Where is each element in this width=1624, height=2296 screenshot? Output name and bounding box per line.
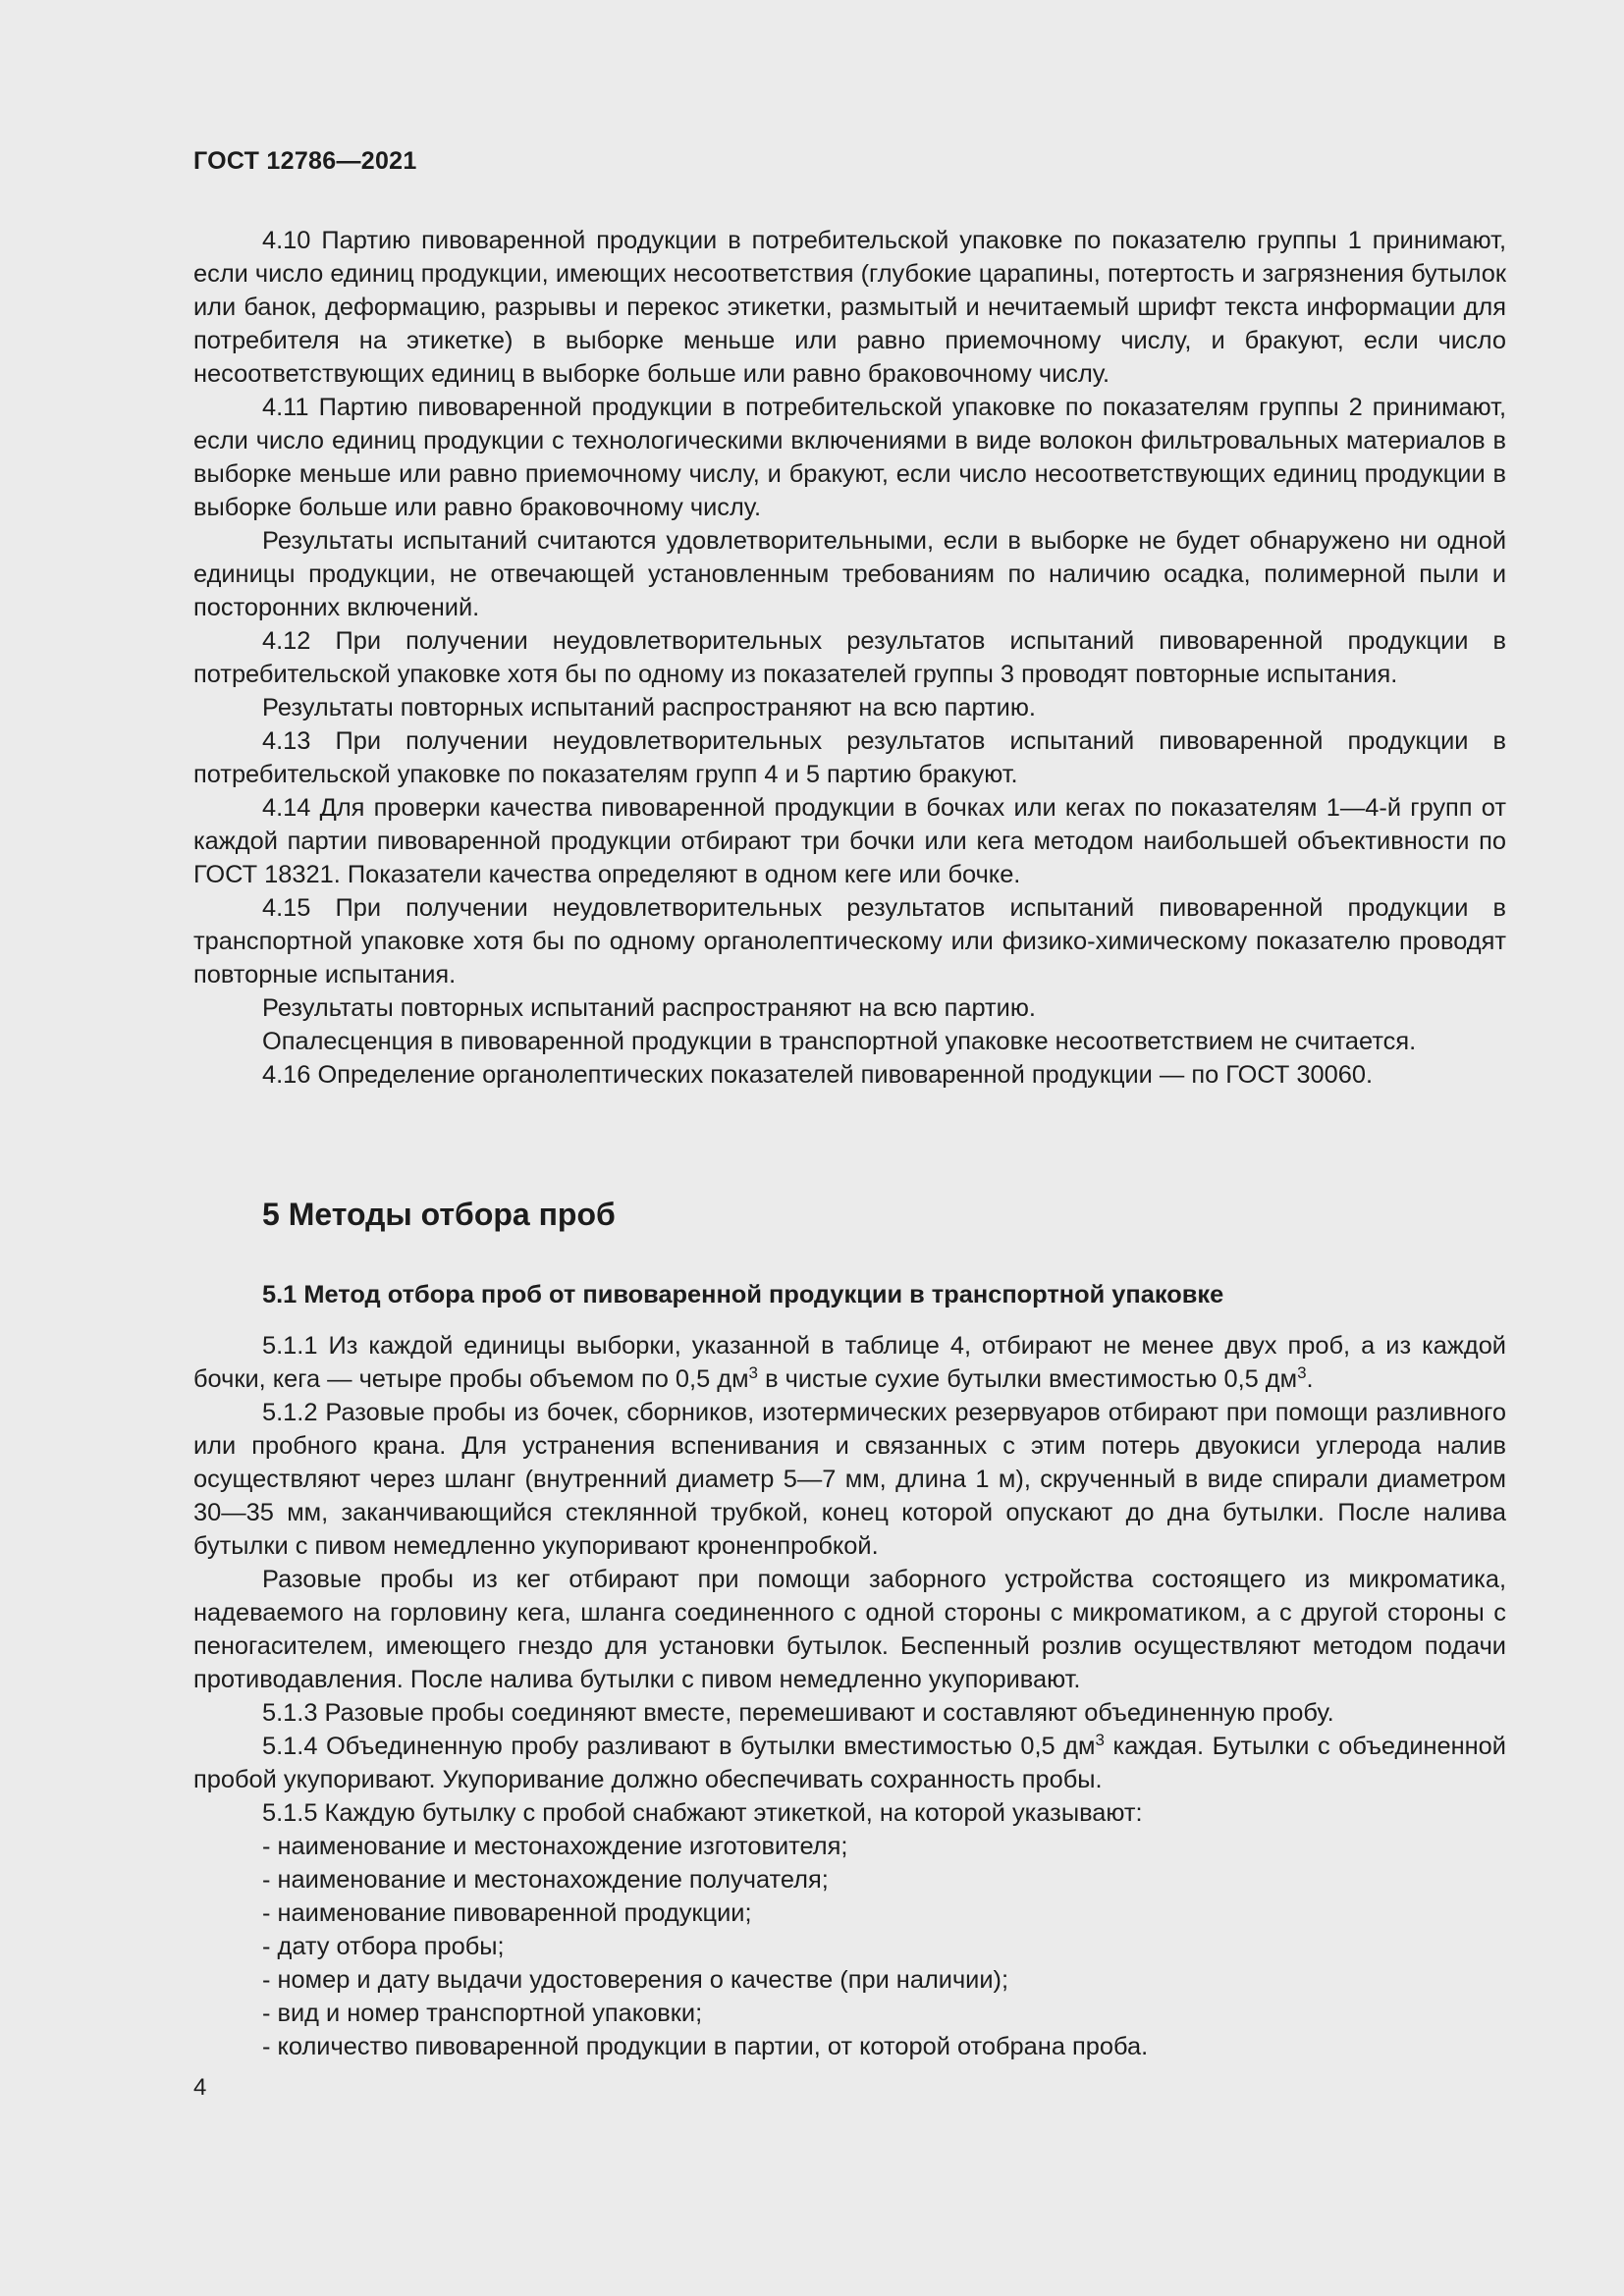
paragraph-5-1-2-kegs: Разовые пробы из кег отбирают при помощи заборного устройства состоящего из микроматика, надеваемого на горловину кега, шланга соединенного с одной стороны с микроматиком, а с другой стороны с пеногасителем, имеющего гнездо для установки бутылок. Беспенный розлив осуществляют методом подачи противодавления. После налива бутылки с пивом немедленно укупоривают. [193,1566,1506,1693]
paragraph-5-1-3: 5.1.3 Разовые пробы соединяют вместе, перемешивают и составляют объединенную пробу. [262,1699,1334,1727]
paragraph-4-15-results: Результаты повторных испытаний распространяют на всю партию. [262,994,1036,1022]
paragraph-4-10: 4.10 Партию пивоваренной продукции в потребительской упаковке по показателю группы 1 принимают, если число единиц продукции, имеющих несоответствия (глубокие царапины, потертость и загрязнения бутылок или банок, деформацию, разрывы и перекос этикетки, размытый и нечитаемый шрифт текста информации для потребителя на этикетке) в выборке меньше или равно приемочному числу, и бракуют, если число несоответствующих единиц в выборке больше или равно браковочному числу. [193,227,1506,388]
list-item: - наименование пивоваренной продукции; [262,1899,752,1927]
paragraph-5-1-4: 5.1.4 Объединенную пробу разливают в бутылки вместимостью 0,5 $дм^3$ каждая. Бутылки с объединенной пробой укупоривают. Укупоривание должно обеспечивать сохранность пробы. [193,1731,1506,1793]
paragraph-5-1-5: 5.1.5 Каждую бутылку с пробой снабжают этикеткой, на которой указывают: [262,1799,1143,1827]
superscript-3: 3 [1095,1731,1105,1749]
section-4-body [193,224,1506,1092]
label-requirements-list [193,1830,1506,2063]
list-item: - вид и номер транспортной упаковки; [262,2000,703,2027]
superscript-3: 3 [1297,1363,1307,1382]
paragraph-4-15: 4.15 При получении неудовлетворительных результатов испытаний пивоваренной продукции в транспортной упаковке хотя бы по одному органолептическому или физико-химическому показателю проводят повторные испытания. [193,894,1506,988]
list-item: - наименование и местонахождение получателя; [262,1866,829,1894]
list-item: - наименование и местонахождение изготовителя; [262,1833,848,1860]
superscript-3: 3 [748,1363,759,1382]
list-item: - номер и дату выдачи удостоверения о качестве (при наличии); [262,1966,1009,1994]
paragraph-4-12: 4.12 При получении неудовлетворительных результатов испытаний пивоваренной продукции в потребительской упаковке хотя бы по одному из показателей группы 3 проводят повторные испытания. [193,627,1506,688]
section-5-heading: 5 Методы отбора проб [262,1197,616,1232]
paragraph-4-11: 4.11 Партию пивоваренной продукции в потребительской упаковке по показателям группы 2 принимают, если число единиц продукции с технологическими включениями в виде волокон фильтровальных материалов в выборке меньше или равно приемочному числу, и бракуют, если число несоответствующих единиц продукции в выборке больше или равно браковочному числу. [193,394,1506,521]
paragraph-4-14: 4.14 Для проверки качества пивоваренной продукции в бочках или кегах по показателям 1—4-й групп от каждой партии пивоваренной продукции отбирают три бочки или кега методом наибольшей объективности по ГОСТ 18321. Показатели качества определяют в одном кеге или бочке. [193,794,1506,888]
paragraph-4-11-results: Результаты испытаний считаются удовлетворительными, если в выборке не будет обнаружено ни одной единицы продукции, не отвечающей установленным требованиям по наличию осадка, полимерной пыли и посторонних включений. [193,527,1506,621]
document-header: ГОСТ 12786—2021 [193,147,417,175]
subsection-5-1-heading: 5.1 Метод отбора проб от пивоваренной продукции в транспортной упаковке [262,1281,1224,1308]
paragraph-5-1-1: 5.1.1 Из каждой единицы выборки, указанной в таблице 4, отбирают не менее двух проб, а из каждой бочки, кега — четыре пробы объемом по 0,5 $дм^3$ в чистые сухие бутылки вместимостью 0,5 $дм^3$. [193,1332,1506,1393]
paragraph-4-15-opalescence: Опалесценция в пивоваренной продукции в транспортной упаковке несоответствием не считается. [262,1028,1417,1055]
section-5-body [193,1329,1506,2063]
paragraph-4-12-results: Результаты повторных испытаний распространяют на всю партию. [262,694,1036,721]
list-item: - дату отбора пробы; [262,1933,505,1960]
paragraph-5-1-2: 5.1.2 Разовые пробы из бочек, сборников, изотермических резервуаров отбирают при помощи разливного или пробного крана. Для устранения вспенивания и связанных с этим потерь двуокиси углерода налив осуществляют через шланг (внутренний диаметр 5—7 мм, длина 1 м), скрученный в виде спирали диаметром 30—35 мм, заканчивающийся стеклянной трубкой, конец которой опускают до дна бутылки. После налива бутылки с пивом немедленно укупоривают кроненпробкой. [193,1399,1506,1560]
list-item: - количество пивоваренной продукции в партии, от которой отобрана проба. [262,2033,1149,2060]
page-number: 4 [193,2074,207,2101]
paragraph-4-13: 4.13 При получении неудовлетворительных результатов испытаний пивоваренной продукции в потребительской упаковке по показателям групп 4 и 5 партию бракуют. [193,727,1506,788]
paragraph-4-16: 4.16 Определение органолептических показателей пивоваренной продукции — по ГОСТ 30060. [262,1061,1374,1089]
